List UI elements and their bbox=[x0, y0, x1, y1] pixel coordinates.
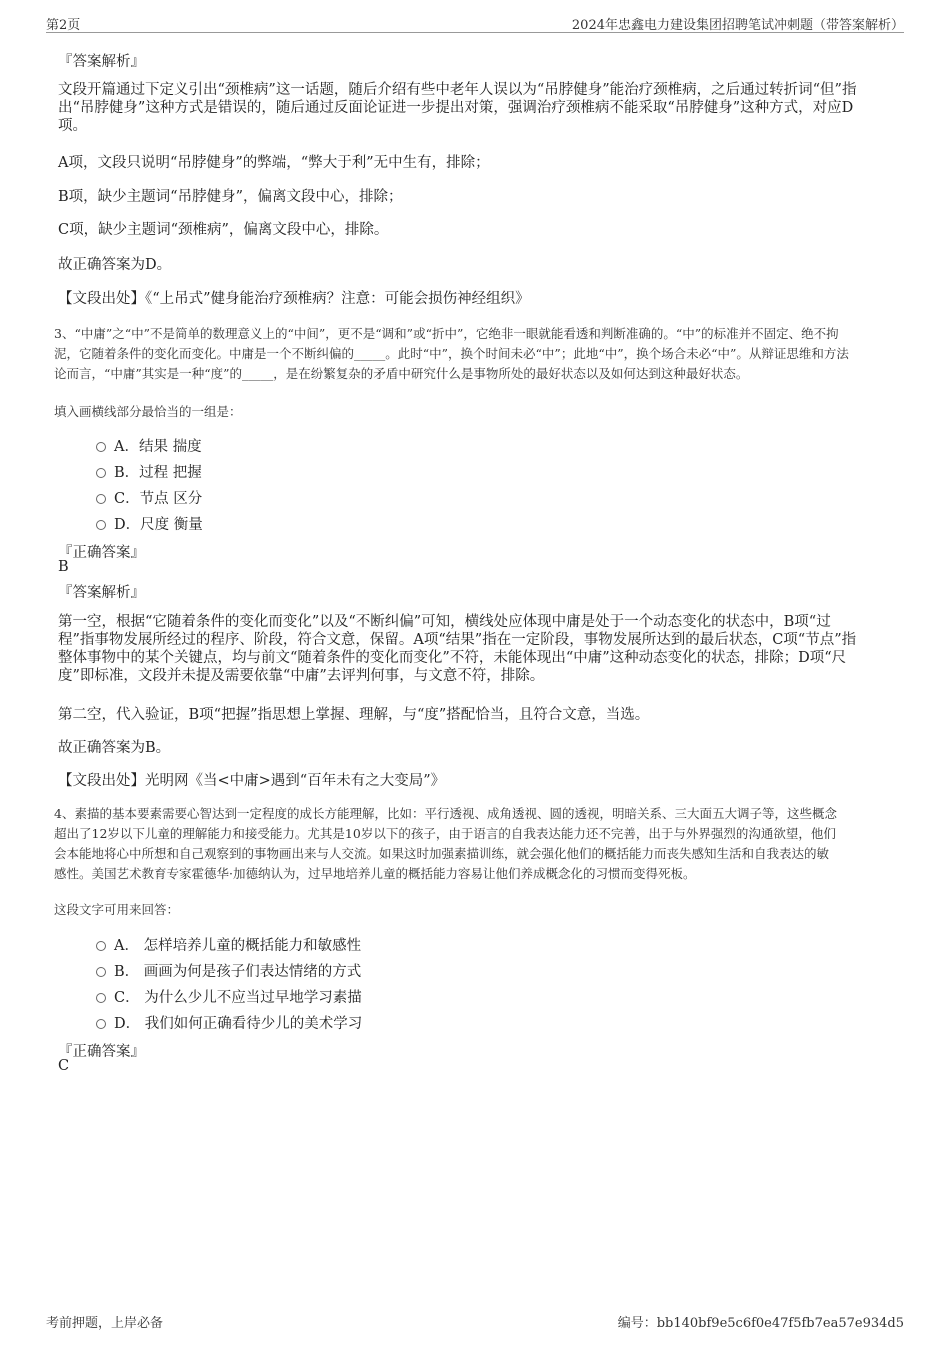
text-line: 论而言，“中庸”其实是一种“度”的_____，是在纷繁复杂的矛盾中研究什么是事物所处的最好状态以及如何达到这种最好状态。 bbox=[54, 366, 749, 381]
question-3-option-b[interactable]: B．过程 把握 bbox=[96, 461, 202, 482]
question-3-text bbox=[54, 324, 904, 384]
text-line: 程”指事物发展所经过的程序、阶段，符合文意，保留。A项“结果”指在一定阶段，事物发展所达到的最后状态，C项“节点”指 bbox=[58, 632, 857, 648]
text-line: 感性。美国艺术教育专家霍德华·加德纳认为，过早地培养儿童的概括能力容易让他们养成概念化的习惯而变得死板。 bbox=[54, 866, 696, 881]
question-4-text bbox=[54, 804, 904, 884]
radio-icon[interactable] bbox=[96, 941, 106, 951]
question-4-option-b[interactable]: B． 画画为何是孩子们表达情绪的方式 bbox=[96, 960, 361, 981]
radio-icon[interactable] bbox=[96, 468, 106, 478]
text-line: 整体事物中的某个关键点，均与前文“随着条件的变化而变化”不符，未能体现出“中庸”这种动态变化的状态，排除；D项“尺 bbox=[58, 650, 847, 666]
text-line: 文段开篇通过下定义引出“颈椎病”这一话题，随后介绍有些中老年人误以为“吊脖健身”能治疗颈椎病，之后通过转折词“但”指 bbox=[58, 82, 857, 98]
radio-icon[interactable] bbox=[96, 494, 106, 504]
radio-icon[interactable] bbox=[96, 442, 106, 452]
analysis-tag: 『答案解析』 bbox=[58, 54, 145, 70]
option-a-analysis: A项，文段只说明“吊脖健身”的弊端，“弊大于利”无中生有，排除； bbox=[58, 155, 490, 171]
option-b-analysis: B项，缺少主题词“吊脖健身”，偏离文段中心，排除； bbox=[58, 189, 403, 205]
footer-slogan: 考前押题，上岸必备 bbox=[46, 1316, 164, 1331]
text-line: 3、“中庸”之“中”不是简单的数理意义上的“中间”，更不是“调和”或“折中”，它绝非一眼就能看透和判断准确的。“中”的标准并不固定、绝不拘 bbox=[54, 326, 839, 341]
source-citation: 【文段出处】光明网《当<中庸>遇到“百年未有之大变局”》 bbox=[58, 773, 446, 789]
analysis-text bbox=[58, 81, 898, 135]
correct-answer: C bbox=[58, 1058, 70, 1074]
conclusion: 故正确答案为D。 bbox=[58, 257, 172, 273]
question-3-option-a[interactable]: A．结果 揣度 bbox=[96, 435, 202, 456]
page-header bbox=[46, 14, 904, 33]
radio-icon[interactable] bbox=[96, 520, 106, 530]
conclusion: 故正确答案为B。 bbox=[58, 740, 171, 756]
question-3-option-c[interactable]: C．节点 区分 bbox=[96, 487, 202, 508]
question-4-option-c[interactable]: C． 为什么少儿不应当过早地学习素描 bbox=[96, 986, 362, 1007]
radio-icon[interactable] bbox=[96, 1019, 106, 1029]
question-3-prompt: 填入画横线部分最恰当的一组是： bbox=[54, 404, 242, 419]
correct-answer-tag: 『正确答案』 bbox=[58, 1044, 145, 1060]
source-citation: 【文段出处】《“上吊式”健身能治疗颈椎病？注意：可能会损伤神经组织》 bbox=[58, 291, 530, 307]
radio-icon[interactable] bbox=[96, 967, 106, 977]
option-c-analysis: C项，缺少主题词“颈椎病”，偏离文段中心，排除。 bbox=[58, 222, 389, 238]
correct-answer-tag: 『正确答案』 bbox=[58, 545, 145, 561]
text-line: 出“吊脖健身”这种方式是错误的，随后通过反面论证进一步提出对策，强调治疗颈椎病不能采取“吊脖健身”这种方式，对应D bbox=[58, 100, 854, 116]
page-number: 第2页 bbox=[46, 18, 81, 33]
text-line: 泥，它随着条件的变化而变化。中庸是一个不断纠偏的_____。此时“中”，换个时间未必“中”；此地“中”，换个场合未必“中”。从辩证思维和方法 bbox=[54, 346, 849, 361]
correct-answer: B bbox=[58, 559, 69, 575]
question-4-option-d[interactable]: D． 我们如何正确看待少儿的美术学习 bbox=[96, 1012, 362, 1033]
text-line: 度”即标准，文段并未提及需要依靠“中庸”去评判何事，与文意不符，排除。 bbox=[58, 668, 545, 684]
question-4-prompt: 这段文字可用来回答： bbox=[54, 902, 180, 917]
text-line: 4、素描的基本要素需要心智达到一定程度的成长方能理解，比如：平行透视、成角透视、圆的透视，明暗关系、三大面五大调子等，这些概念 bbox=[54, 806, 837, 821]
document-id: 编号：bb140bf9e5c6f0e47f5fb7ea57e934d5 bbox=[617, 1316, 904, 1331]
text-line: 项。 bbox=[58, 118, 87, 134]
text-line: 会本能地将心中所想和自己观察到的事物画出来与人交流。如果这时加强素描训练，就会强化他们的概括能力而丧失感知生活和自我表达的敏 bbox=[54, 846, 830, 861]
text-line: 第一空，根据“它随着条件的变化而变化”以及“不断纠偏”可知，横线处应体现中庸是处于一个动态变化的状态中，B项“过 bbox=[58, 614, 831, 630]
analysis-text bbox=[58, 613, 898, 685]
text-line: 超出了12岁以下儿童的理解能力和接受能力。尤其是10岁以下的孩子，由于语言的自我表达能力还不完善，出于与外界强烈的沟通欲望，他们 bbox=[54, 826, 836, 841]
question-4-option-a[interactable]: A． 怎样培养儿童的概括能力和敏感性 bbox=[96, 934, 361, 955]
analysis-tag: 『答案解析』 bbox=[58, 585, 145, 601]
second-blank-analysis: 第二空，代入验证，B项“把握”指思想上掌握、理解，与“度”搭配恰当，且符合文意，当选。 bbox=[58, 707, 650, 723]
question-3-option-d[interactable]: D．尺度 衡量 bbox=[96, 513, 203, 534]
radio-icon[interactable] bbox=[96, 993, 106, 1003]
document-title: 2024年忠鑫电力建设集团招聘笔试冲刺题（带答案解析） bbox=[571, 18, 904, 33]
